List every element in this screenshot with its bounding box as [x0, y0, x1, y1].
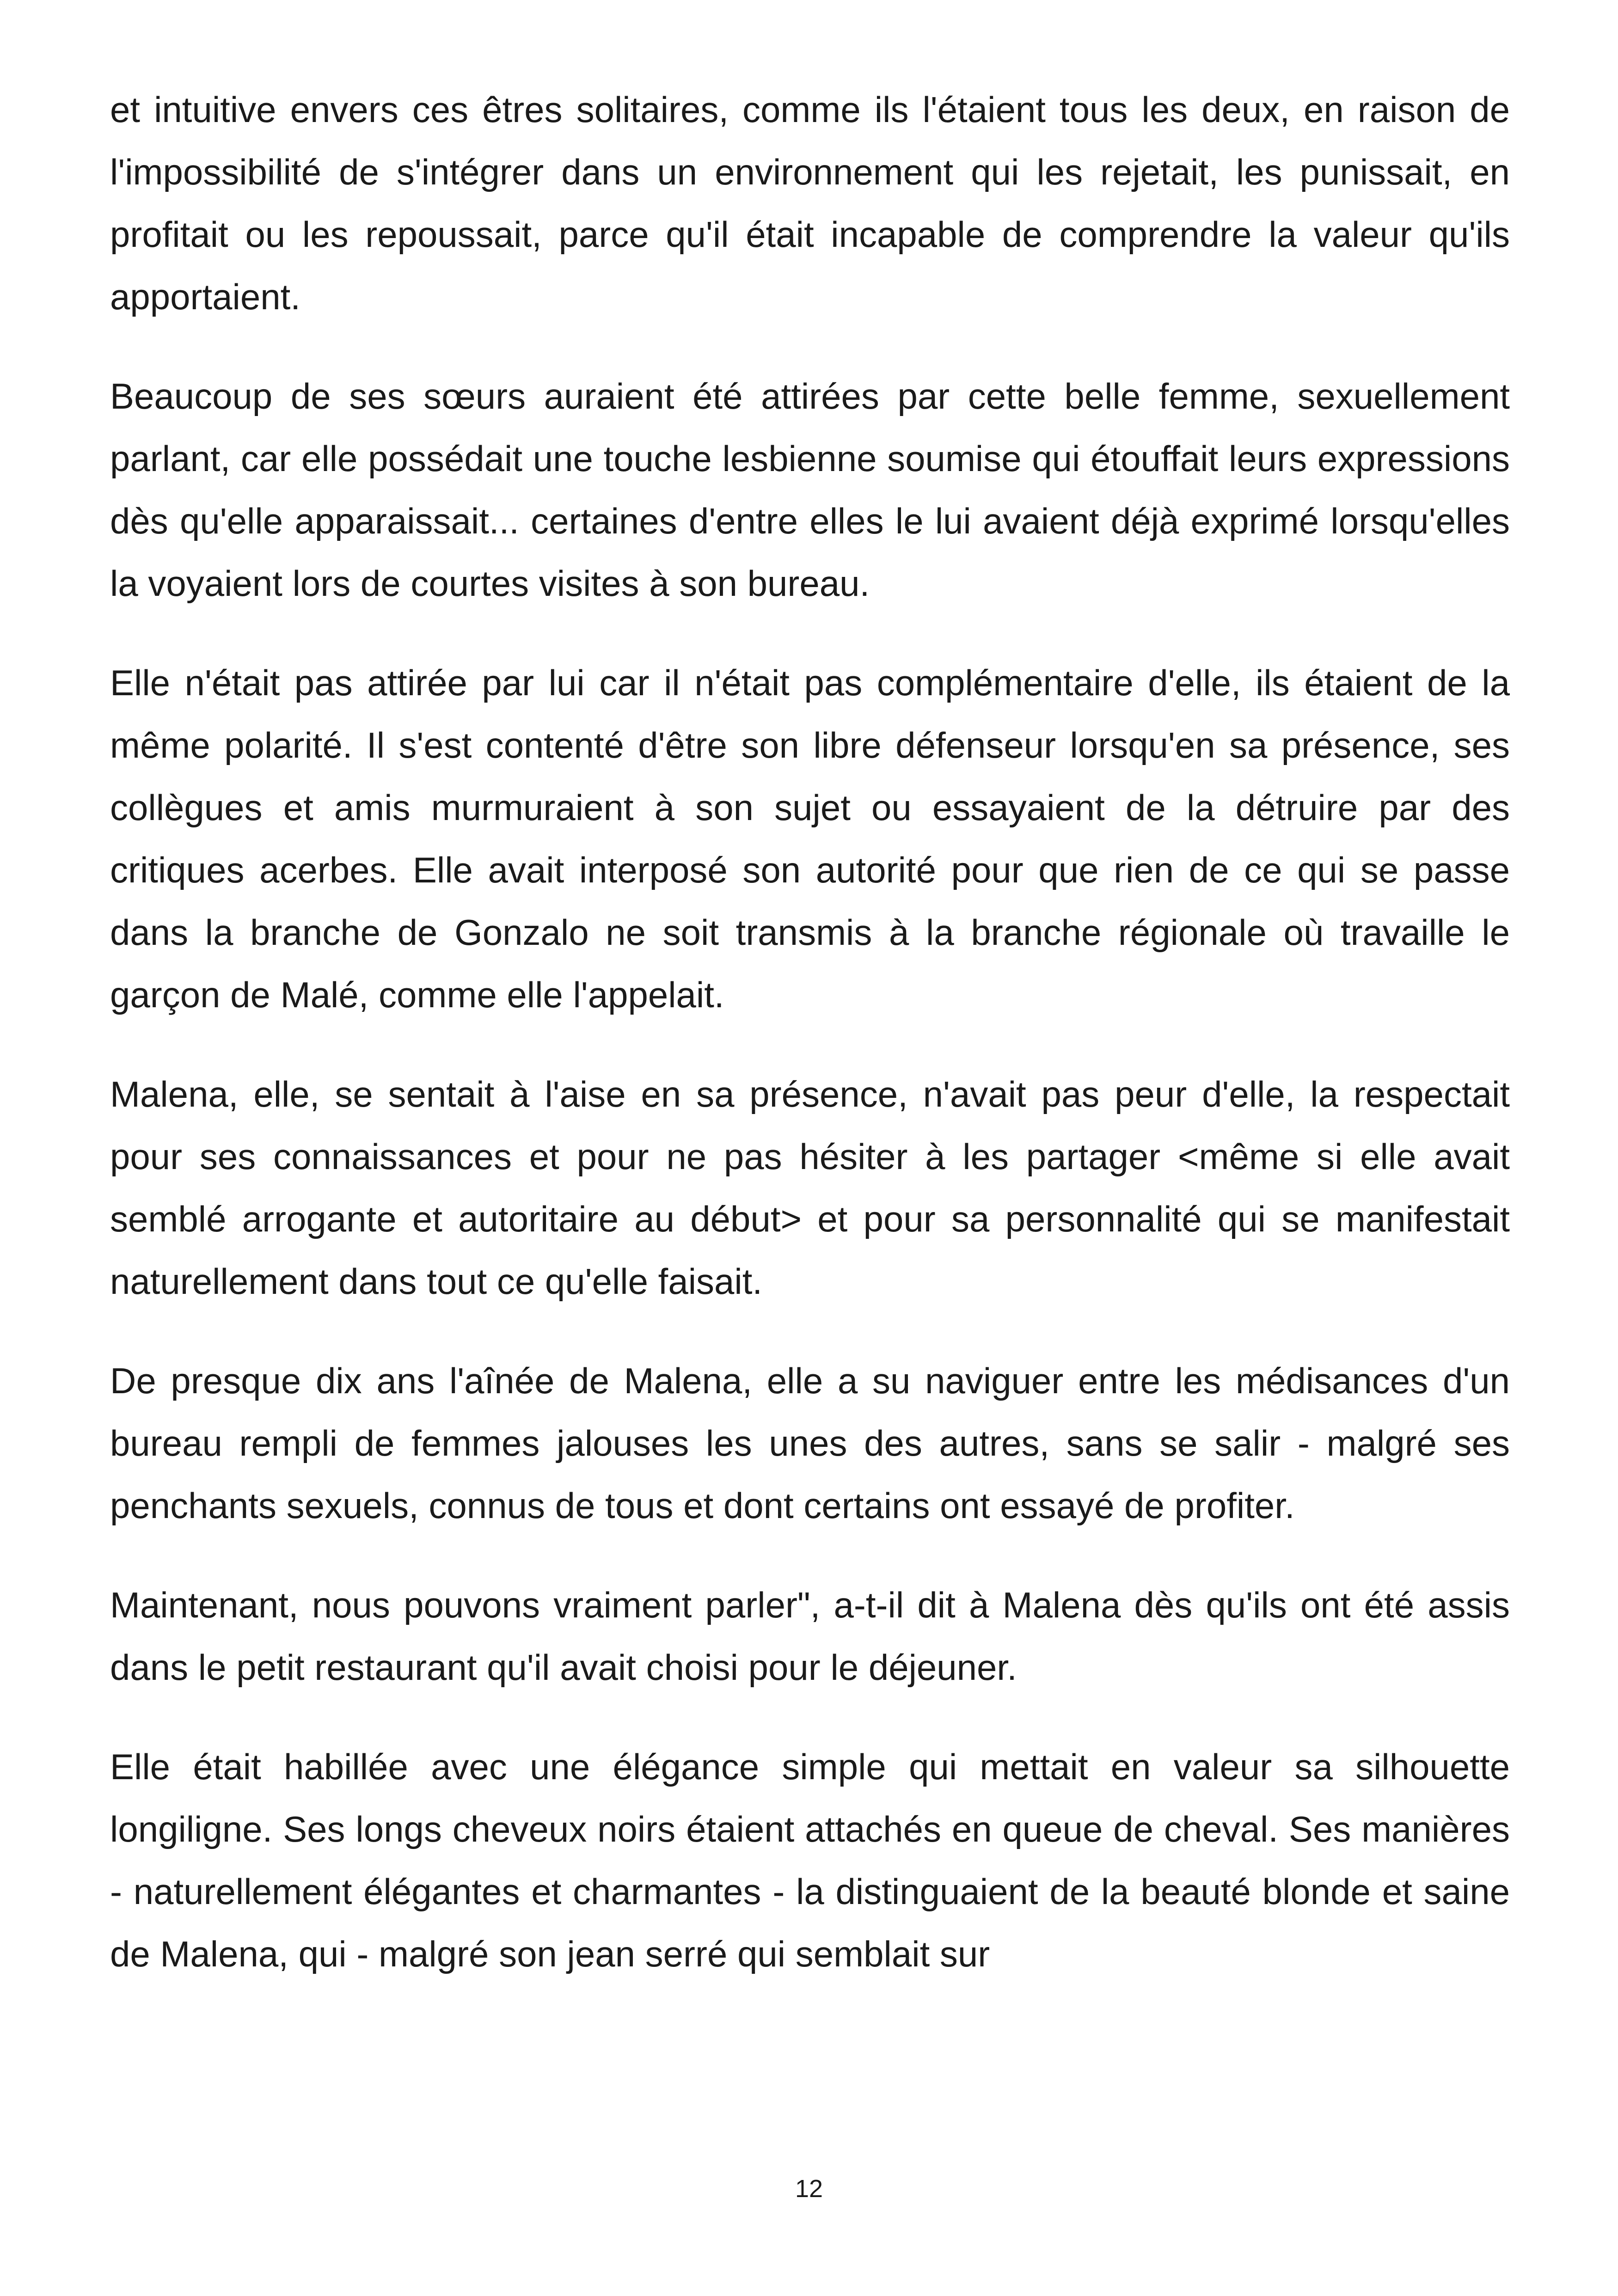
paragraph-1: et intuitive envers ces êtres solitaires, comme ils l'étaient tous les deux, en raison de l'impossibilité de s'intégrer dans un environnement qui les rejetait, les punissait, en profitait ou les repoussait, parce qu'il était incapable de comprendre la valeur qu'ils apportaient.: [110, 89, 1510, 317]
paragraph-7: Elle était habillée avec une élégance simple qui mettait en valeur sa silhouette longiligne. Ses longs cheveux noirs étaient attachés en queue de cheval. Ses manières - naturellement élégantes et charmantes - la distinguaient de la beauté blonde et saine de Malena, qui - malgré son jean serré qui semblait sur: [110, 1746, 1510, 1974]
paragraph-6: Maintenant, nous pouvons vraiment parler", a-t-il dit à Malena dès qu'ils ont été assis dans le petit restaurant qu'il avait choisi pour le déjeuner.: [110, 1585, 1510, 1688]
body-text: [110, 79, 1510, 2022]
paragraph-3: Elle n'était pas attirée par lui car il n'était pas complémentaire d'elle, ils étaient de la même polarité. Il s'est contenté d'être son libre défenseur lorsqu'en sa présence, ses collègues et amis murmuraient à son sujet ou essayaient de la détruire par des critiques acerbes. Elle avait interposé son autorité pour que rien de ce qui se passe dans la branche de Gonzalo ne soit transmis à la branche régionale où travaille le garçon de Malé, comme elle l'appelait.: [110, 662, 1510, 1015]
paragraph-5: De presque dix ans l'aînée de Malena, elle a su naviguer entre les médisances d'un bureau rempli de femmes jalouses les unes des autres, sans se salir - malgré ses penchants sexuels, connus de tous et dont certains ont essayé de profiter.: [110, 1360, 1510, 1526]
paragraph-4: Malena, elle, se sentait à l'aise en sa présence, n'avait pas peur d'elle, la respectait pour ses connaissances et pour ne pas hésiter à les partager <même si elle avait semblé arrogante et autoritaire au début> et pour sa personnalité qui se manifestait naturellement dans tout ce qu'elle faisait.: [110, 1074, 1510, 1302]
page-number: 12: [795, 2175, 823, 2203]
paragraph-2: Beaucoup de ses sœurs auraient été attirées par cette belle femme, sexuellement parlant, car elle possédait une touche lesbienne soumise qui étouffait leurs expressions dès qu'elle apparaissait... certaines d'entre elles le lui avaient déjà exprimé lorsqu'elles la voyaient lors de courtes visites à son bureau.: [110, 376, 1510, 604]
